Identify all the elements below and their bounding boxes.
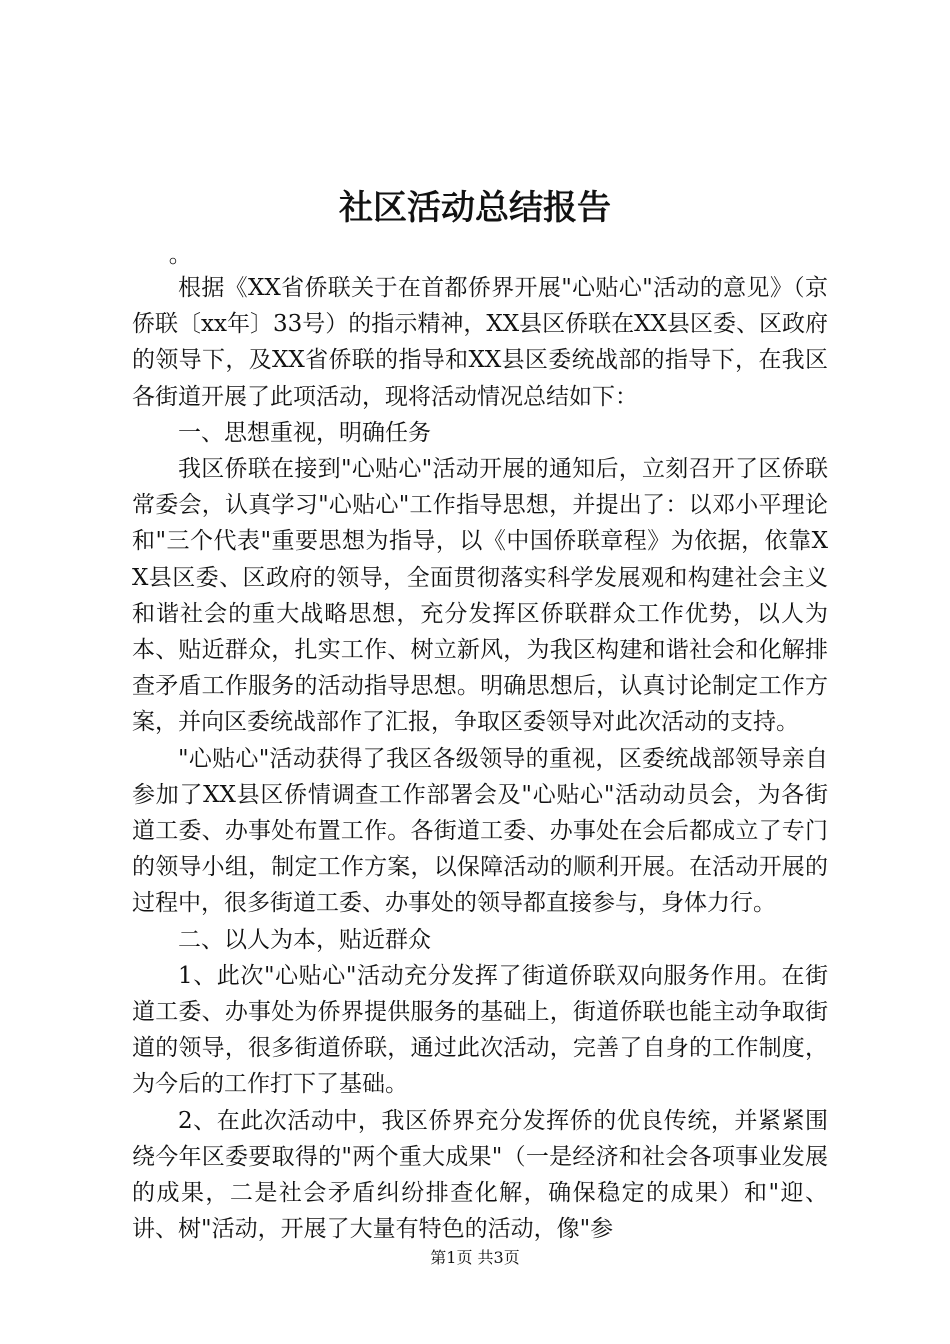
- section-heading-1: 一、思想重视，明确任务: [178, 419, 431, 446]
- paragraph-mark: 。: [168, 242, 192, 268]
- paragraph: 2、在此次活动中，我区侨界充分发挥侨的优良传统，并紧紧围绕今年区委要取得的"两个重大成果"（一是经济和社会各项事业发展的成果，二是社会矛盾纠纷排查化解，确保稳定的成果）和"迎、讲、树"活动，开展了大量有特色的活动，像"参: [132, 1107, 828, 1243]
- paragraph: "心贴心"活动获得了我区各级领导的重视，区委统战部领导亲自参加了XX县区侨情调查工作部署会及"心贴心"活动动员会，为各街道工委、办事处布置工作。各街道工委、办事处在会后都成立了专门的领导小组，制定工作方案，以保障活动的顺利开展。在活动开展的过程中，很多街道工委、办事处的领导都直接参与，身体力行。: [132, 745, 828, 917]
- document-title: 社区活动总结报告: [339, 188, 611, 228]
- document-body: [132, 240, 828, 1247]
- paragraph-intro: 根据《XX省侨联关于在首都侨界开展"心贴心"活动的意见》（京侨联〔xx年〕33号）的指示精神，XX县区侨联在XX县区委、区政府的领导下，及XX省侨联的指导和XX县区委统战部的指导下，在我区各街道开展了此项活动，现将活动情况总结如下：: [132, 275, 828, 410]
- section-heading-2: 二、以人为本，贴近群众: [178, 926, 431, 953]
- paragraph: 我区侨联在接到"心贴心"活动开展的通知后，立刻召开了区侨联常委会，认真学习"心贴心"工作指导思想，并提出了：以邓小平理论和"三个代表"重要思想为指导，以《中国侨联章程》为依据，依靠XX县区委、区政府的领导，全面贯彻落实科学发展观和构建社会主义和谐社会的重大战略思想，充分发挥区侨联群众工作优势，以人为本、贴近群众，扎实工作、树立新风，为我区构建和谐社会和化解排查矛盾工作服务的活动指导思想。明确思想后，认真讨论制定工作方案，并向区委统战部作了汇报，争取区委领导对此次活动的支持。: [132, 456, 828, 736]
- page-footer: 第1页 共3页: [430, 1248, 520, 1267]
- paragraph: 1、此次"心贴心"活动充分发挥了街道侨联双向服务作用。在街道工委、办事处为侨界提供服务的基础上，街道侨联也能主动争取街道的领导，很多街道侨联，通过此次活动，完善了自身的工作制度，为今后的工作打下了基础。: [132, 962, 828, 1098]
